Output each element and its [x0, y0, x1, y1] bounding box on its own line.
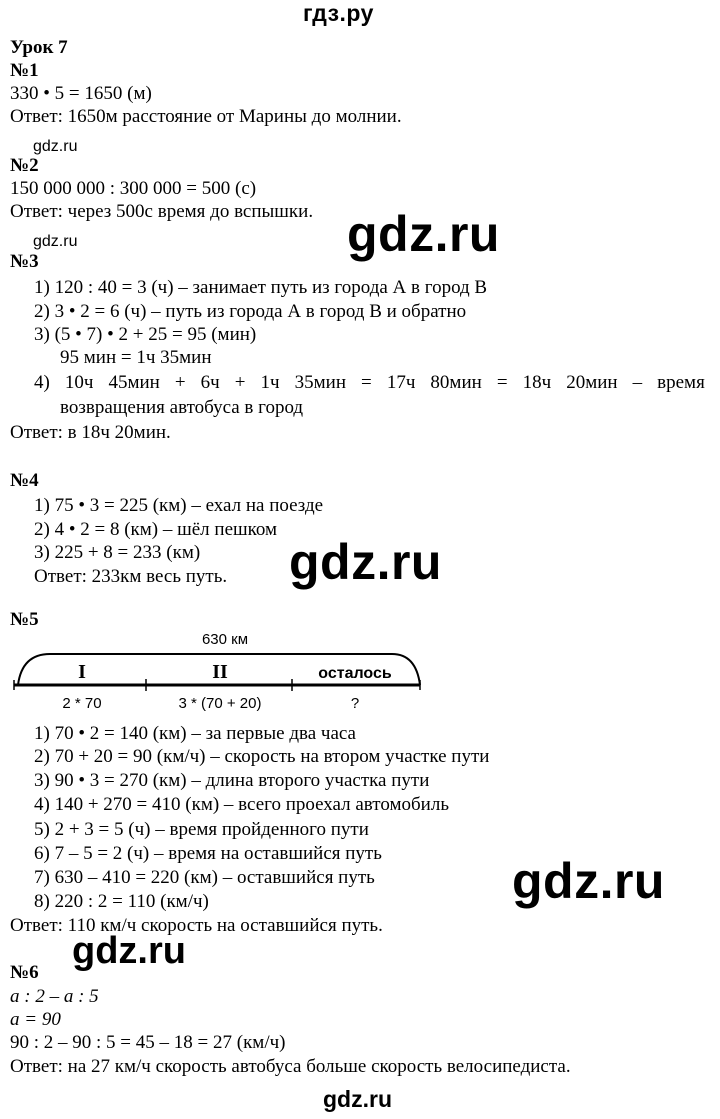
- segment-3-label: осталось: [318, 665, 392, 682]
- watermark-top: гдз.ру: [303, 0, 374, 26]
- segment-3-unknown: ?: [350, 695, 360, 712]
- lesson-title: Урок 7: [10, 37, 68, 58]
- problem-5-step: 4) 140 + 270 = 410 (км) – всего проехал автомобиль: [34, 794, 449, 815]
- problem-5-title: №5: [10, 609, 39, 630]
- problem-4-title: №4: [10, 470, 39, 491]
- problem-4-answer: Ответ: 233км весь путь.: [34, 566, 228, 587]
- total-distance-label: 630 км: [201, 631, 249, 648]
- watermark-large: gdz.ru: [289, 534, 442, 590]
- problem-6-title: №6: [10, 962, 39, 983]
- problem-6-expression: a : 2 – a : 5: [10, 986, 99, 1007]
- watermark-large: gdz.ru: [512, 853, 665, 909]
- watermark-large: gdz.ru: [347, 206, 500, 262]
- distance-diagram: [10, 630, 430, 715]
- problem-6-answer: Ответ: на 27 км/ч скорость автобуса больше скорость велосипедиста.: [10, 1056, 571, 1077]
- problem-4-step: 3) 225 + 8 = 233 (км): [34, 542, 201, 563]
- problem-3-step-4-cont: возвращения автобуса в город: [60, 397, 304, 418]
- problem-4-step: 1) 75 • 3 = 225 (км) – ехал на поезде: [34, 495, 324, 516]
- problem-5-step: 8) 220 : 2 = 110 (км/ч): [34, 891, 209, 912]
- problem-5-step: 3) 90 • 3 = 270 (км) – длина второго участка пути: [34, 770, 430, 791]
- problem-3-answer: Ответ: в 18ч 20мин.: [10, 422, 171, 443]
- problem-3-title: №3: [10, 251, 39, 272]
- problem-3-step-note: 95 мин = 1ч 35мин: [60, 347, 212, 368]
- problem-3-step: 1) 120 : 40 = 3 (ч) – занимает путь из города А в город В: [34, 277, 488, 298]
- problem-2-answer: Ответ: через 500с время до вспышки.: [10, 201, 314, 222]
- segment-1-expression: 2 * 70: [62, 695, 102, 712]
- segment-2-expression: 3 * (70 + 20): [178, 695, 262, 712]
- problem-5-step: 1) 70 • 2 = 140 (км) – за первые два часа: [34, 723, 356, 744]
- problem-5-step: 5) 2 + 3 = 5 (ч) – время пройденного пути: [34, 819, 369, 840]
- watermark-medium: gdz.ru: [72, 930, 186, 972]
- problem-5-step: 7) 630 – 410 = 220 (км) – оставшийся путь: [34, 867, 375, 888]
- problem-2-line: 150 000 000 : 300 000 = 500 (с): [10, 178, 257, 199]
- problem-4-step: 2) 4 • 2 = 8 (км) – шёл пешком: [34, 519, 278, 540]
- watermark-small: gdz.ru: [33, 233, 78, 250]
- problem-3-step: 2) 3 • 2 = 6 (ч) – путь из города А в город В и обратно: [34, 301, 467, 322]
- problem-1-line: 330 • 5 = 1650 (м): [10, 83, 152, 104]
- problem-1-title: №1: [10, 60, 39, 81]
- segment-1-label: I: [78, 661, 86, 683]
- watermark-small: gdz.ru: [33, 138, 78, 155]
- problem-3-step: 3) (5 • 7) • 2 + 25 = 95 (мин): [34, 324, 257, 345]
- problem-1-answer: Ответ: 1650м расстояние от Марины до молнии.: [10, 106, 402, 127]
- problem-5-step: 2) 70 + 20 = 90 (км/ч) – скорость на втором участке пути: [34, 746, 490, 767]
- watermark-bottom: gdz.ru: [323, 1086, 392, 1112]
- segment-2-label: II: [212, 661, 228, 683]
- problem-5-step: 6) 7 – 5 = 2 (ч) – время на оставшийся путь: [34, 843, 382, 864]
- problem-5-answer: Ответ: 110 км/ч скорость на оставшийся путь.: [10, 915, 383, 936]
- problem-3-step-4: 4) 10ч 45мин + 6ч + 1ч 35мин = 17ч 80мин = 18ч 20мин – время: [34, 372, 705, 393]
- problem-6-calculation: 90 : 2 – 90 : 5 = 45 – 18 = 27 (км/ч): [10, 1032, 286, 1053]
- problem-6-value: a = 90: [10, 1009, 61, 1030]
- problem-2-title: №2: [10, 155, 39, 176]
